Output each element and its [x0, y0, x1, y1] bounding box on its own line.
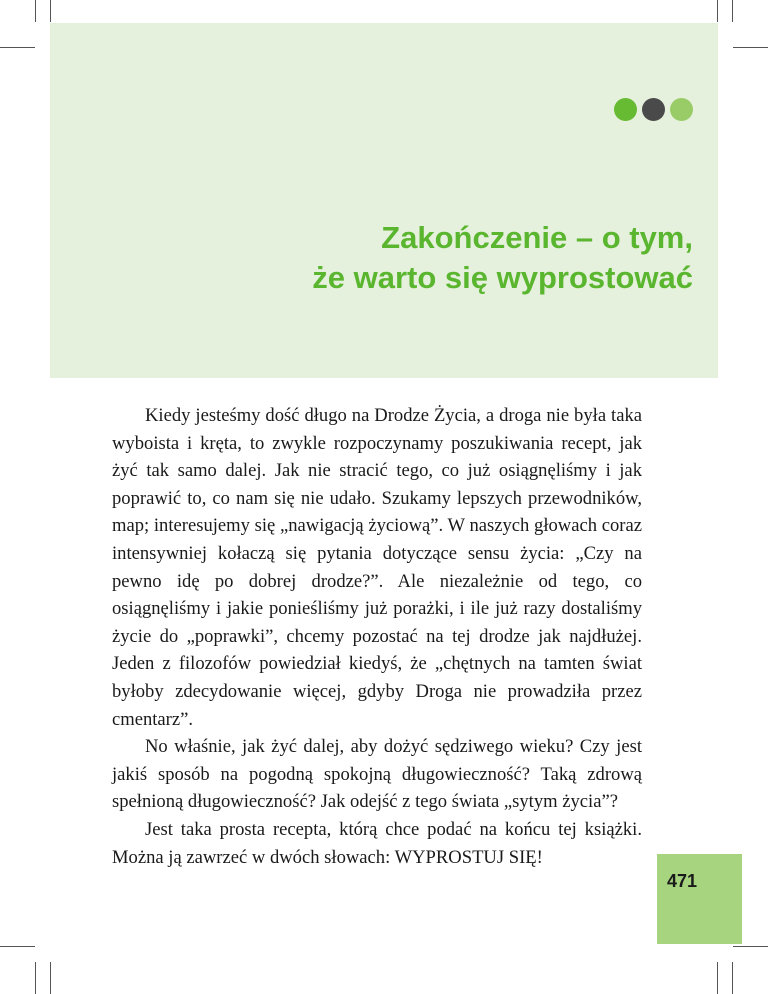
crop-mark	[717, 0, 718, 22]
light-green-dot-icon	[670, 98, 693, 121]
crop-mark	[733, 946, 768, 947]
crop-mark	[733, 47, 768, 48]
crop-mark	[732, 0, 733, 22]
crop-mark	[35, 962, 36, 994]
chapter-title-line-1: Zakończenie – o tym,	[381, 220, 693, 255]
crop-mark	[50, 0, 51, 22]
crop-mark	[717, 962, 718, 994]
paragraph: No właśnie, jak żyć dalej, aby dożyć sędziwego wieku? Czy jest jakiś sposób na pogodną spokojną długowieczność? Taką zdrową spełnioną długowieczność? Jak odejść z tego świata „sytym życia”?	[112, 736, 642, 813]
green-dot-icon	[614, 98, 637, 121]
crop-mark	[732, 962, 733, 994]
crop-mark	[0, 946, 35, 947]
dark-dot-icon	[642, 98, 665, 121]
paragraph: Jest taka prosta recepta, którą chce podać na końcu tej książki. Można ją zawrzeć w dwóch słowach: WYPROSTUJ SIĘ!	[112, 818, 642, 868]
chapter-title	[312, 218, 693, 298]
chapter-header-panel	[50, 23, 718, 378]
decorative-dots	[614, 98, 693, 121]
crop-mark	[35, 0, 36, 22]
page-number: 471	[667, 871, 698, 891]
chapter-title-line-2: że warto się wyprostować	[312, 260, 693, 295]
crop-mark	[0, 47, 35, 48]
body-text	[112, 402, 642, 871]
page-number-tab	[657, 854, 742, 944]
crop-mark	[50, 962, 51, 994]
paragraph: Kiedy jesteśmy dość długo na Drodze Życia, a droga nie była taka wyboista i kręta, to zwykle rozpoczynamy poszukiwania recept, jak żyć tak samo dalej. Jak nie stracić tego, co już osiągnęliśmy i jak poprawić to, co nam się nie udało. Szukamy lepszych przewodników, map; interesujemy się „nawigacją życiową”. W naszych głowach coraz intensywniej kołaczą się pytania dotyczące sensu życia: „Czy na pewno idę po dobrej drodze?”. Ale niezależnie od tego, co osiągnęliśmy i jakie ponieśliśmy już porażki, i ile już razy dostaliśmy życie do „poprawki”, chcemy pozostać na tej drodze jak najdłużej. Jeden z filozofów powiedział kiedyś, że „chętnych na tamten świat byłoby zdecydowanie więcej, gdyby Droga nie prowadziła przez cmentarz”.	[112, 405, 642, 730]
